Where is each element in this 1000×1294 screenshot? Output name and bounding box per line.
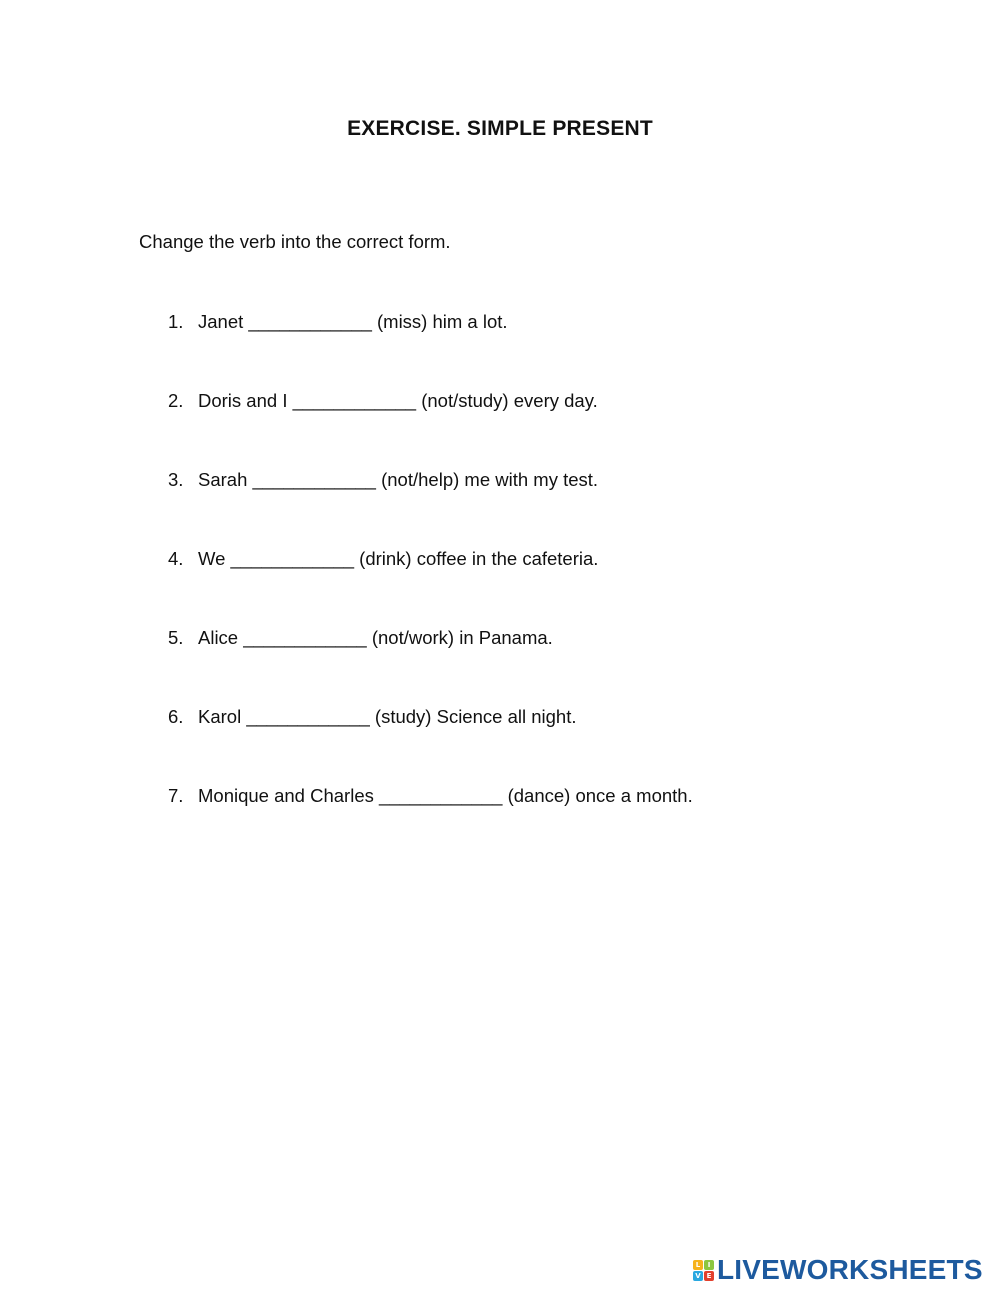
item-number: 6.: [168, 706, 184, 727]
page-title: EXERCISE. SIMPLE PRESENT: [347, 117, 653, 140]
logo-mark-icon: [693, 1260, 714, 1281]
item-number: 2.: [168, 390, 184, 411]
item-sentence: Karol ____________ (study) Science all night.: [198, 706, 577, 727]
logo-mark-tile: L: [693, 1260, 703, 1270]
item-sentence: Monique and Charles ____________ (dance) once a month.: [198, 785, 693, 806]
item-sentence: Janet ____________ (miss) him a lot.: [198, 311, 508, 332]
item-number: 7.: [168, 785, 184, 806]
item-sentence: Alice ____________ (not/work) in Panama.: [198, 627, 553, 648]
logo-wordmark: LIVEWORKSHEETS: [717, 1254, 983, 1285]
item-sentence: Sarah ____________ (not/help) me with my test.: [198, 469, 599, 490]
logo-mark-tile: E: [704, 1271, 714, 1281]
logo-mark-tile: V: [693, 1271, 703, 1281]
logo-mark-tile: I: [704, 1260, 714, 1270]
item-number: 1.: [168, 311, 184, 332]
item-sentence: We ____________ (drink) coffee in the cafeteria.: [198, 548, 599, 569]
liveworksheets-logo[interactable]: [693, 1255, 983, 1285]
item-number: 3.: [168, 469, 184, 490]
instruction-text: Change the verb into the correct form.: [139, 231, 451, 252]
item-number: 4.: [168, 548, 184, 569]
item-sentence: Doris and I ____________ (not/study) every day.: [198, 390, 598, 411]
item-number: 5.: [168, 627, 184, 648]
